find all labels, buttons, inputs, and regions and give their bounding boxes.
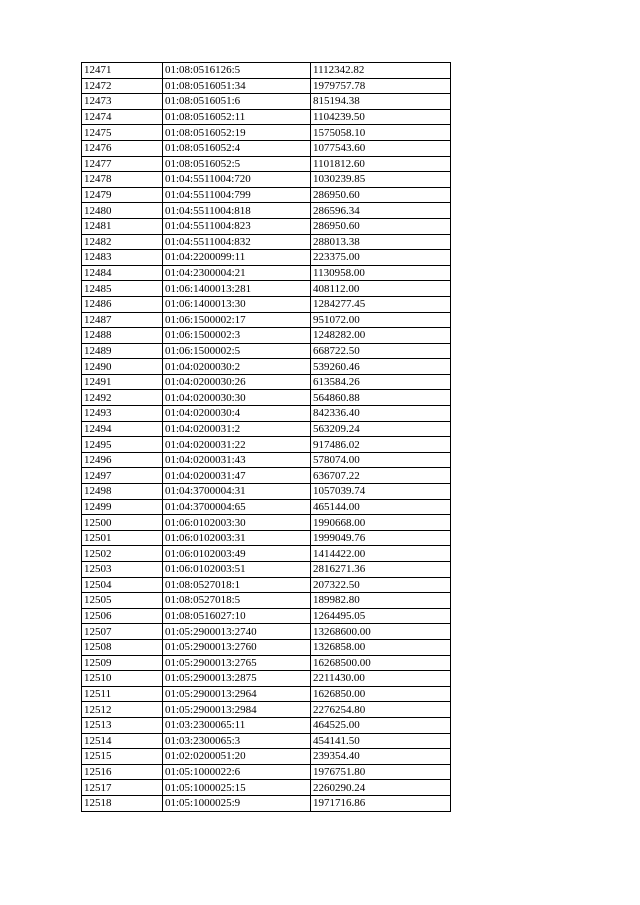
table-row [82,780,451,796]
amount-cell: 1979757.78 [311,78,451,94]
cadastral-number-cell: 01:04:5511004:823 [163,218,311,234]
amount-cell: 815194.38 [311,94,451,110]
table-row [82,328,451,344]
amount-cell: 1057039.74 [311,484,451,500]
cadastral-number-cell: 01:06:0102003:51 [163,562,311,578]
cadastral-number-cell: 01:06:0102003:49 [163,546,311,562]
amount-cell: 408112.00 [311,281,451,297]
table-row [82,795,451,811]
amount-cell: 13268600.00 [311,624,451,640]
table-row [82,203,451,219]
table-row [82,250,451,266]
row-number-cell: 12503 [82,562,163,578]
table-row [82,156,451,172]
amount-cell: 1414422.00 [311,546,451,562]
row-number-cell: 12505 [82,593,163,609]
amount-cell: 1248282.00 [311,328,451,344]
amount-cell: 1326858.00 [311,639,451,655]
cadastral-number-cell: 01:08:0527018:5 [163,593,311,609]
amount-cell: 2816271.36 [311,562,451,578]
amount-cell: 286950.60 [311,187,451,203]
table-row [82,749,451,765]
table-row [82,717,451,733]
cadastral-number-cell: 01:08:0527018:1 [163,577,311,593]
cadastral-number-cell: 01:05:1000025:15 [163,780,311,796]
cadastral-number-cell: 01:04:3700004:65 [163,499,311,515]
cadastral-number-cell: 01:08:0516051:34 [163,78,311,94]
cadastral-number-cell: 01:04:5511004:720 [163,172,311,188]
row-number-cell: 12473 [82,94,163,110]
table-row [82,593,451,609]
cadastral-number-cell: 01:04:5511004:818 [163,203,311,219]
row-number-cell: 12507 [82,624,163,640]
row-number-cell: 12481 [82,218,163,234]
row-number-cell: 12485 [82,281,163,297]
cadastral-number-cell: 01:04:3700004:31 [163,484,311,500]
amount-cell: 613584.26 [311,374,451,390]
cadastral-number-cell: 01:06:1500002:5 [163,343,311,359]
table-row [82,577,451,593]
row-number-cell: 12484 [82,265,163,281]
amount-cell: 239354.40 [311,749,451,765]
amount-cell: 563209.24 [311,421,451,437]
amount-cell: 1284277.45 [311,296,451,312]
cadastral-number-cell: 01:06:1400013:281 [163,281,311,297]
amount-cell: 1030239.85 [311,172,451,188]
row-number-cell: 12477 [82,156,163,172]
row-number-cell: 12516 [82,764,163,780]
row-number-cell: 12480 [82,203,163,219]
table-row [82,686,451,702]
row-number-cell: 12482 [82,234,163,250]
table-row [82,359,451,375]
table-row [82,312,451,328]
table-row [82,624,451,640]
amount-cell: 286950.60 [311,218,451,234]
cadastral-number-cell: 01:04:2200099:11 [163,250,311,266]
row-number-cell: 12502 [82,546,163,562]
amount-cell: 223375.00 [311,250,451,266]
amount-cell: 2211430.00 [311,671,451,687]
cadastral-number-cell: 01:06:0102003:30 [163,515,311,531]
amount-cell: 842336.40 [311,406,451,422]
amount-cell: 454141.50 [311,733,451,749]
cadastral-number-cell: 01:04:0200030:26 [163,374,311,390]
row-number-cell: 12508 [82,639,163,655]
row-number-cell: 12504 [82,577,163,593]
row-number-cell: 12488 [82,328,163,344]
cadastral-number-cell: 01:08:0516027:10 [163,608,311,624]
table-row [82,296,451,312]
row-number-cell: 12517 [82,780,163,796]
amount-cell: 2276254.80 [311,702,451,718]
row-number-cell: 12472 [82,78,163,94]
row-number-cell: 12497 [82,468,163,484]
data-table [81,62,451,812]
cadastral-number-cell: 01:04:2300004:21 [163,265,311,281]
table-row [82,702,451,718]
cadastral-number-cell: 01:04:0200030:2 [163,359,311,375]
cadastral-number-cell: 01:08:0516052:4 [163,140,311,156]
cadastral-number-cell: 01:05:1000025:9 [163,795,311,811]
row-number-cell: 12492 [82,390,163,406]
row-number-cell: 12483 [82,250,163,266]
table-row [82,78,451,94]
row-number-cell: 12509 [82,655,163,671]
table-row [82,764,451,780]
amount-cell: 951072.00 [311,312,451,328]
table-row [82,562,451,578]
cadastral-number-cell: 01:08:0516052:19 [163,125,311,141]
cadastral-number-cell: 01:08:0516126:5 [163,63,311,79]
amount-cell: 1264495.05 [311,608,451,624]
amount-cell: 1976751.80 [311,764,451,780]
table-row [82,639,451,655]
row-number-cell: 12500 [82,515,163,531]
cadastral-number-cell: 01:02:0200051:20 [163,749,311,765]
row-number-cell: 12476 [82,140,163,156]
row-number-cell: 12486 [82,296,163,312]
cadastral-number-cell: 01:08:0516051:6 [163,94,311,110]
cadastral-number-cell: 01:05:2900013:2740 [163,624,311,640]
amount-cell: 1112342.82 [311,63,451,79]
amount-cell: 1971716.86 [311,795,451,811]
table-row [82,140,451,156]
cadastral-number-cell: 01:04:0200030:30 [163,390,311,406]
amount-cell: 1101812.60 [311,156,451,172]
amount-cell: 207322.50 [311,577,451,593]
table-row [82,546,451,562]
row-number-cell: 12495 [82,437,163,453]
cadastral-number-cell: 01:04:0200030:4 [163,406,311,422]
table-row [82,530,451,546]
table-row [82,608,451,624]
table-row [82,234,451,250]
amount-cell: 1575058.10 [311,125,451,141]
amount-cell: 465144.00 [311,499,451,515]
row-number-cell: 12498 [82,484,163,500]
cadastral-number-cell: 01:04:0200031:47 [163,468,311,484]
amount-cell: 1130958.00 [311,265,451,281]
cadastral-number-cell: 01:03:2300065:11 [163,717,311,733]
cadastral-number-cell: 01:04:5511004:799 [163,187,311,203]
table-row [82,733,451,749]
table-row [82,671,451,687]
amount-cell: 286596.34 [311,203,451,219]
amount-cell: 668722.50 [311,343,451,359]
amount-cell: 189982.80 [311,593,451,609]
table-row [82,468,451,484]
row-number-cell: 12501 [82,530,163,546]
amount-cell: 578074.00 [311,452,451,468]
amount-cell: 2260290.24 [311,780,451,796]
cadastral-number-cell: 01:06:0102003:31 [163,530,311,546]
row-number-cell: 12510 [82,671,163,687]
row-number-cell: 12490 [82,359,163,375]
amount-cell: 636707.22 [311,468,451,484]
cadastral-number-cell: 01:04:0200031:22 [163,437,311,453]
amount-cell: 464525.00 [311,717,451,733]
table-row [82,484,451,500]
row-number-cell: 12518 [82,795,163,811]
row-number-cell: 12489 [82,343,163,359]
amount-cell: 16268500.00 [311,655,451,671]
cadastral-number-cell: 01:04:0200031:2 [163,421,311,437]
table-row [82,63,451,79]
amount-cell: 288013.38 [311,234,451,250]
cadastral-number-cell: 01:08:0516052:11 [163,109,311,125]
cadastral-number-cell: 01:05:2900013:2875 [163,671,311,687]
row-number-cell: 12478 [82,172,163,188]
cadastral-number-cell: 01:05:2900013:2765 [163,655,311,671]
table-row [82,172,451,188]
row-number-cell: 12515 [82,749,163,765]
table-row [82,499,451,515]
row-number-cell: 12511 [82,686,163,702]
row-number-cell: 12512 [82,702,163,718]
table-row [82,109,451,125]
row-number-cell: 12506 [82,608,163,624]
cadastral-number-cell: 01:08:0516052:5 [163,156,311,172]
row-number-cell: 12487 [82,312,163,328]
amount-cell: 1626850.00 [311,686,451,702]
amount-cell: 1077543.60 [311,140,451,156]
amount-cell: 564860.88 [311,390,451,406]
table-body [82,63,451,812]
amount-cell: 1990668.00 [311,515,451,531]
table-row [82,187,451,203]
amount-cell: 539260.46 [311,359,451,375]
table-row [82,452,451,468]
table-row [82,94,451,110]
cadastral-number-cell: 01:04:0200031:43 [163,452,311,468]
amount-cell: 1104239.50 [311,109,451,125]
row-number-cell: 12514 [82,733,163,749]
table-row [82,218,451,234]
cadastral-number-cell: 01:05:1000022:6 [163,764,311,780]
cadastral-number-cell: 01:05:2900013:2984 [163,702,311,718]
row-number-cell: 12471 [82,63,163,79]
table-row [82,655,451,671]
table-row [82,125,451,141]
cadastral-number-cell: 01:06:1400013:30 [163,296,311,312]
row-number-cell: 12479 [82,187,163,203]
cadastral-number-cell: 01:05:2900013:2760 [163,639,311,655]
table-row [82,515,451,531]
row-number-cell: 12475 [82,125,163,141]
amount-cell: 1999049.76 [311,530,451,546]
cadastral-number-cell: 01:06:1500002:17 [163,312,311,328]
table-row [82,374,451,390]
cadastral-number-cell: 01:04:5511004:832 [163,234,311,250]
table-row [82,437,451,453]
row-number-cell: 12513 [82,717,163,733]
table-row [82,406,451,422]
row-number-cell: 12499 [82,499,163,515]
table-row [82,265,451,281]
table-row [82,390,451,406]
table-row [82,421,451,437]
cadastral-number-cell: 01:05:2900013:2964 [163,686,311,702]
cadastral-number-cell: 01:03:2300065:3 [163,733,311,749]
table-row [82,281,451,297]
row-number-cell: 12494 [82,421,163,437]
row-number-cell: 12496 [82,452,163,468]
row-number-cell: 12491 [82,374,163,390]
table-row [82,343,451,359]
amount-cell: 917486.02 [311,437,451,453]
row-number-cell: 12474 [82,109,163,125]
row-number-cell: 12493 [82,406,163,422]
cadastral-number-cell: 01:06:1500002:3 [163,328,311,344]
